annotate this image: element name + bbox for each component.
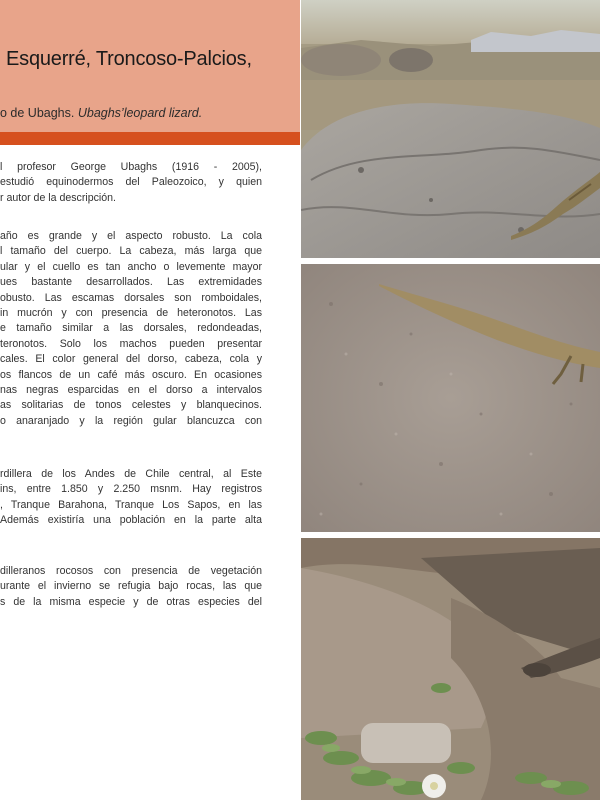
text-line: dilleranos rocosos con presencia de vegetación <box>0 565 262 577</box>
text-line: estudió equinodermos del Paleozoico, y quien <box>0 176 262 189</box>
photo-lizard-tail-on-rock <box>301 264 600 532</box>
text-line: e tamaño similar a las dorsales, redondeadas, <box>0 322 262 335</box>
paragraph-description <box>0 229 262 429</box>
paragraph-etymology <box>0 160 262 206</box>
text-line: as solitarias de tonos celestes y blanquecinos. <box>0 399 262 412</box>
text-line: año es grande y el aspecto robusto. La cola <box>0 230 262 242</box>
text-line: nas negras esparcidas en el dorso a intervalos <box>0 384 262 397</box>
text-line: o anaranjado y la región gular blancuzca con <box>0 414 262 427</box>
text-line: os flancos de un café más oscuro. En ocasiones <box>0 368 262 381</box>
text-line: cales. El color general del dorso, cabeza, cola y <box>0 353 262 366</box>
text-line: r autor de la descripción. <box>0 191 117 204</box>
text-line: l tamaño del cuerpo. La cabeza, más larga que <box>0 245 262 258</box>
photo-column <box>301 0 600 800</box>
subtitle-prefix: o de Ubaghs. <box>0 106 78 120</box>
species-subtitle <box>0 106 202 120</box>
text-line: l profesor George Ubaghs (1916 - 2005), <box>0 161 262 173</box>
photo-lizard-on-boulder <box>301 0 600 258</box>
subtitle-english-name: Ubaghs’leopard lizard. <box>77 106 203 120</box>
accent-rule <box>0 132 300 145</box>
text-line: in mucrón y con presencia de heteronotos. Las <box>0 307 262 320</box>
text-line: Además existiría una población en la parte alta <box>0 514 262 527</box>
text-line: urante el invierno se refugia bajo rocas, las que <box>0 580 262 593</box>
text-line: ular y el cuello es tan ancho o levemente mayor <box>0 260 262 273</box>
text-line: s de la misma especie y de otras especies del <box>0 595 262 608</box>
text-line: obusto. Las escamas dorsales son romboidales, <box>0 291 262 304</box>
photo-lizard-near-plants <box>301 538 600 800</box>
header-banner <box>0 0 300 132</box>
text-line: teronotos. Solo los machos pueden presentar <box>0 337 262 350</box>
text-line: rdillera de los Andes de Chile central, al Este <box>0 468 262 480</box>
text-line: , Tranque Barahona, Tranque Los Sapos, en las <box>0 498 262 511</box>
page-title: Esquerré, Troncoso-Palcios, <box>6 48 252 70</box>
text-line: ins, entre 1.850 y 2.250 msnm. Hay registros <box>0 483 262 496</box>
paragraph-habitat <box>0 564 262 610</box>
text-line: ues bastante desarrollados. Las extremidades <box>0 276 262 289</box>
paragraph-distribution <box>0 467 262 529</box>
